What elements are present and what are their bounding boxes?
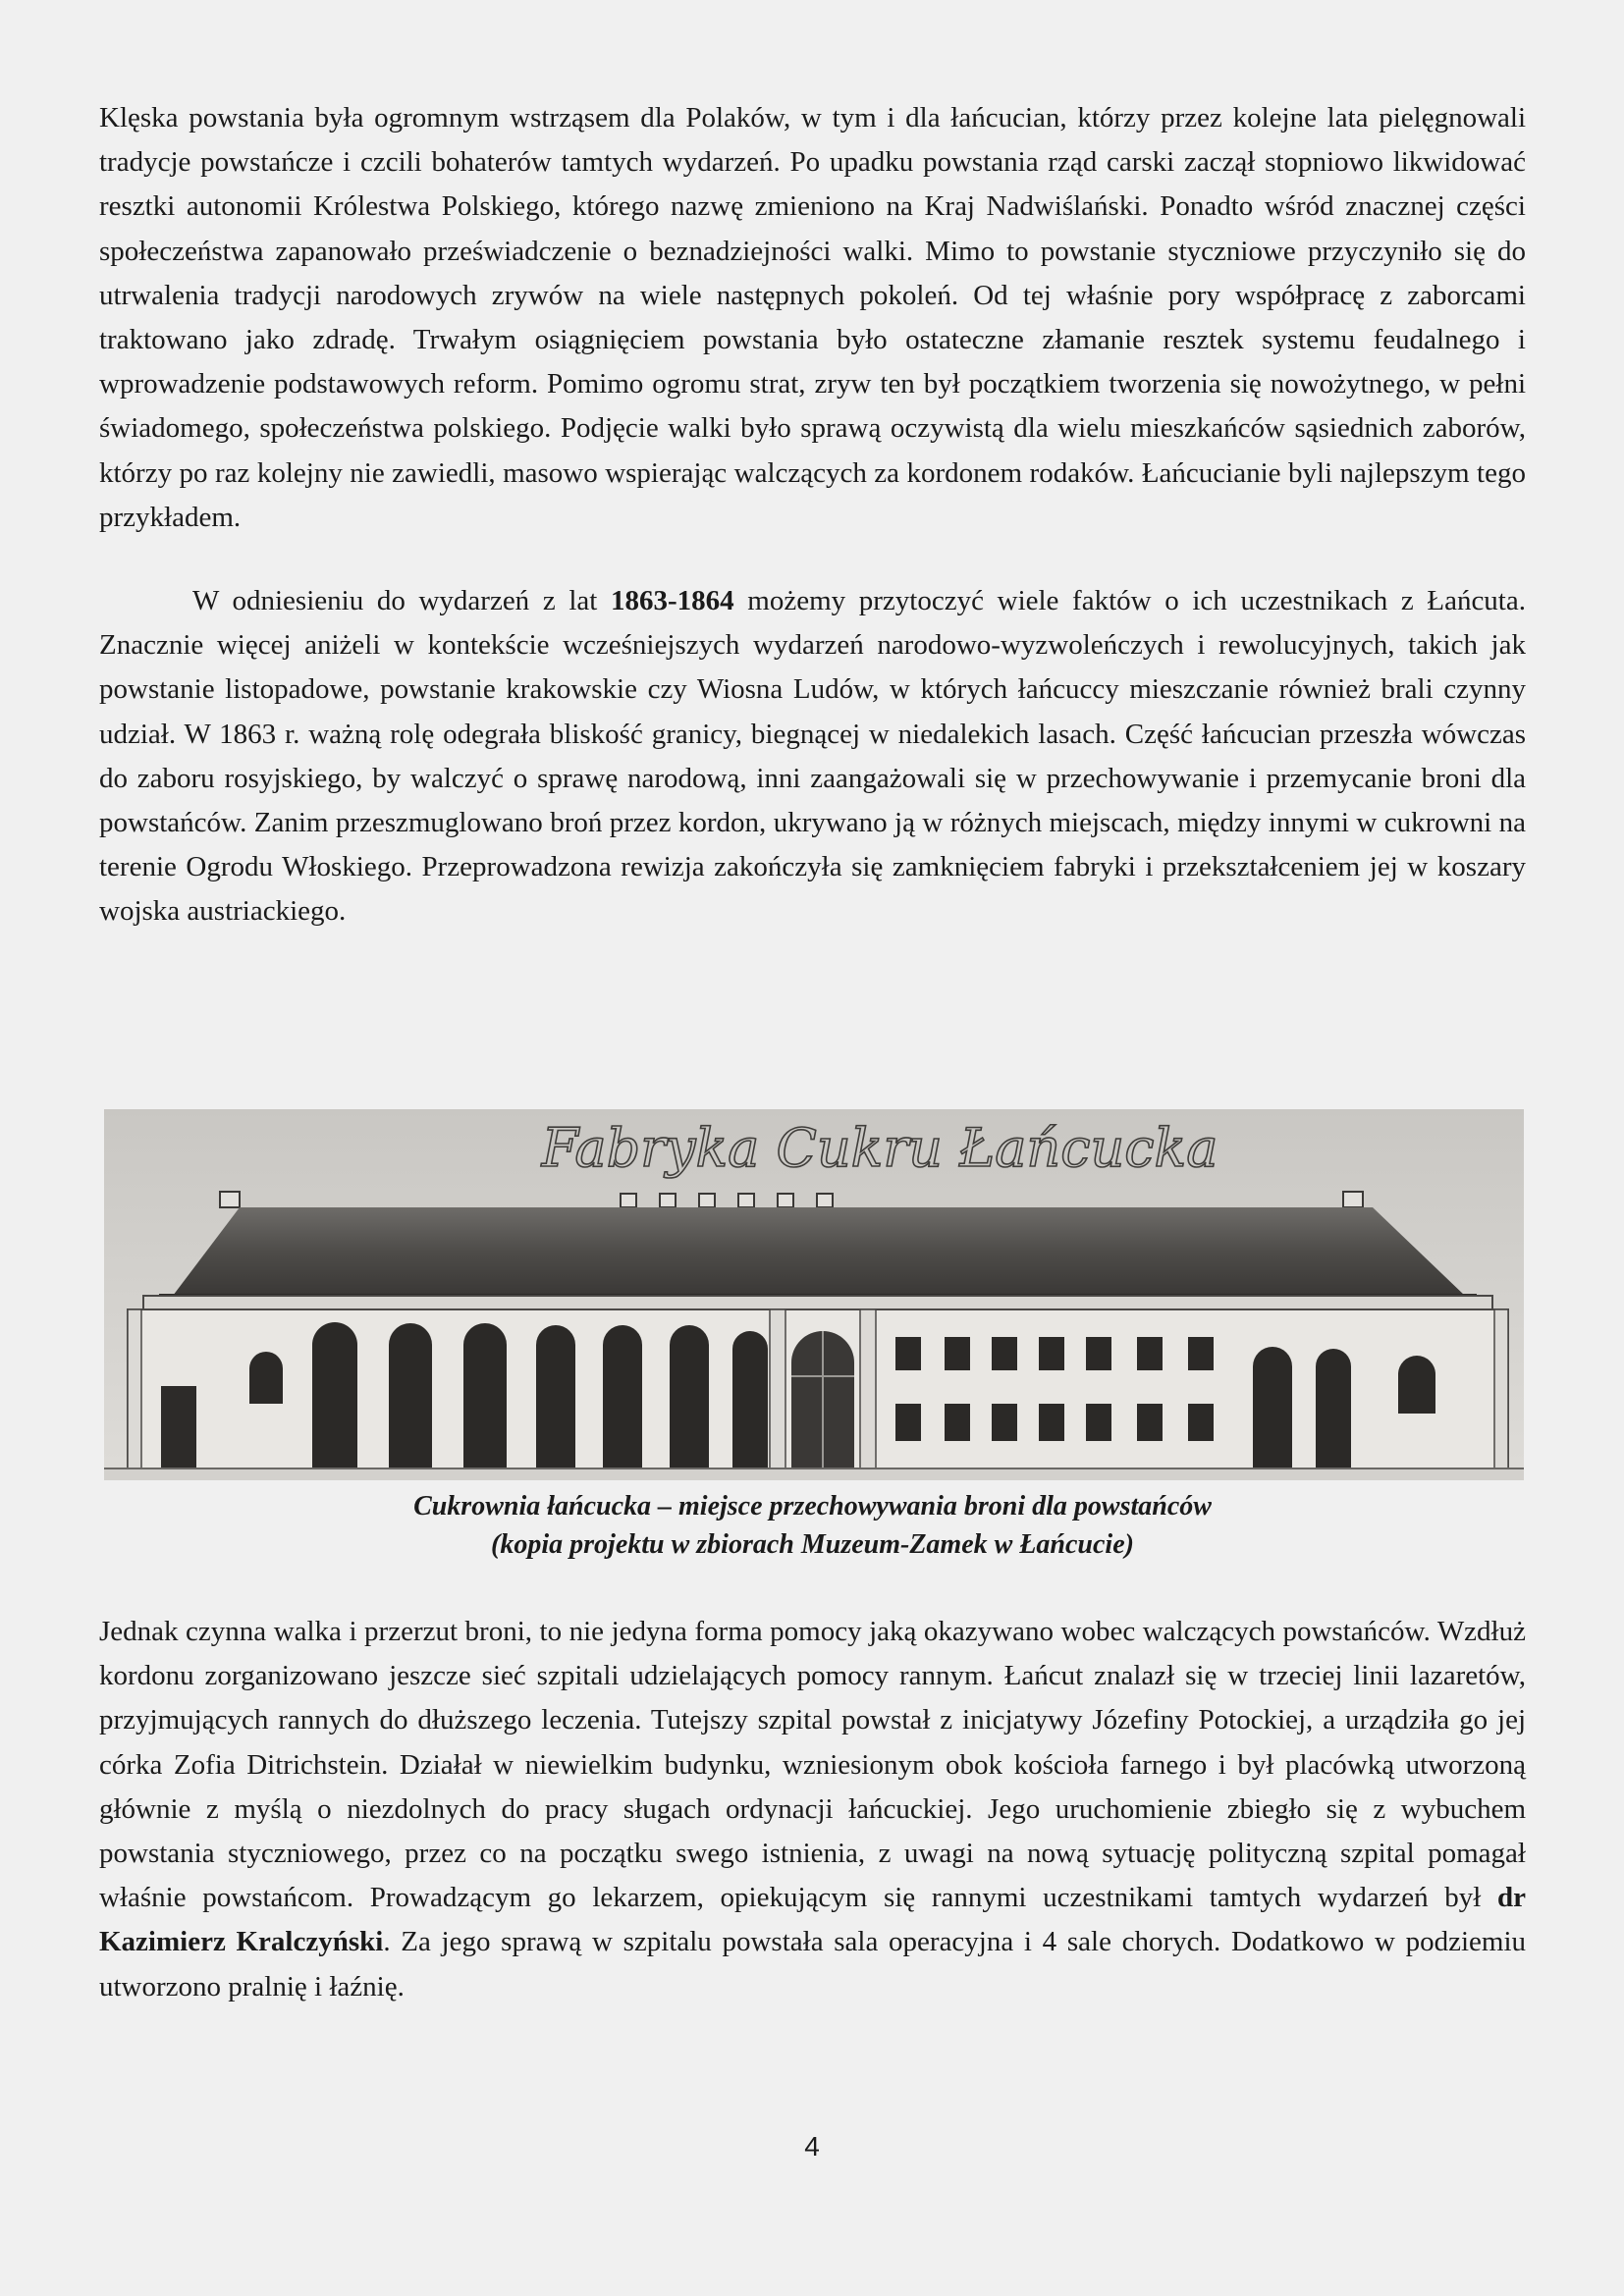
paragraph-3-text-b: . Za jego sprawą w szpitalu powstała sala operacyjna i 4 sale chorych. Dodatkowo w podziemiu utworzono pralnię i łaźnię. (99, 1926, 1527, 2002)
figure-caption (99, 1487, 1526, 1564)
paragraph-2-years: 1863-1864 (610, 585, 734, 617)
factory-inscription: Fabryka Cukru Łańcucka (541, 1117, 1218, 1179)
sugar-factory-drawing (104, 1109, 1524, 1480)
caption-line-2: (kopia projektu w zbiorach Muzeum-Zamek w Łańcucie) (491, 1529, 1134, 1560)
paragraph-3 (99, 1610, 1526, 2009)
paragraph-3-doctor-name: dr Kazimierz Kralczyński (99, 1882, 1526, 1958)
paragraph-2-text-a: W odniesieniu do wydarzeń z lat (192, 585, 611, 617)
paragraph-1: Klęska powstania była ogromnym wstrząsem dla Polaków, w tym i dla łańcucian, którzy przez kolejne lata pielęgnowali tradycje powstańcze i czcili bohaterów tamtych wydarzeń. Po upadku powstania rząd carski zaczął stopniowo likwidować resztki autonomii Królestwa Polskiego, którego nazwę zmieniono na Kraj Nadwiślański. Ponadto wśród znacznej części społeczeństwa zapanowało przeświadczenie o beznadziejności walki. Mimo to powstanie styczniowe przyczyniło się do utrwalenia tradycji narodowych zrywów na wiele następnych pokoleń. Od tej właśnie pory współpracę z zaborcami traktowano jako zdradę. Trwałym osiągnięciem powstania było ostateczne złamanie resztek systemu feudalnego i wprowadzenie podstawowych reform. Pomimo ogromu strat, zryw ten był początkiem tworzenia się nowożytnego, w pełni świadomego, społeczeństwa polskiego. Podjęcie walki było sprawą oczywistą dla wielu mieszkańców sąsiednich zaborów, którzy po raz kolejny nie zawiedli, masowo wspierając walczących za kordonem rodaków. Łańcucianie byli najlepszym tego przykładem. (99, 102, 1526, 533)
paragraph-2-text-b: możemy przytoczyć wiele faktów o ich uczestnikach z Łańcuta. Znacznie więcej aniżeli w kontekście wcześniejszych wydarzeń narodowo-wyzwoleńczych i rewolucyjnych, takich jak powstanie listopadowe, powstanie krakowskie czy Wiosna Ludów, w których łańcuccy mieszczanie również brali czynny udział. W 1863 r. ważną rolę odegrała bliskość granicy, biegnącej w niedalekich lasach. Część łańcucian przeszła wówczas do zaboru rosyjskiego, by walczyć o sprawę narodową, inni zaangażowali się w przechowywanie i przemycanie broni dla powstańców. Zanim przeszmuglowano broń przez kordon, ukrywano ją w różnych miejscach, między innymi w cukrowni na terenie Ogrodu Włoskiego. Przeprowadzona rewizja zakończyła się zamknięciem fabryki i przekształceniem jej w koszary wojska austriackiego. (99, 585, 1526, 928)
page-body-lower (99, 1610, 1526, 2009)
paragraph-3-text-a: Jednak czynna walka i przerzut broni, to nie jedyna forma pomocy jaką okazywano wobec walczących powstańców. Wzdłuż kordonu zorganizowano jeszcze sieć szpitali udzielających pomocy rannym. Łańcut znalazł się w trzeciej linii lazaretów, przyjmujących rannych do dłuższego leczenia. Tutejszy szpital powstał z inicjatywy Józefiny Potockiej, a urządziła go jej córka Zofia Ditrichstein. Działał w niewielkim budynku, wzniesionym obok kościoła farnego i był placówką utworzoną głównie z myślą o niezdolnych do pracy sługach ordynacji łańcuckiej. Jego uruchomienie zbiegło się z wybuchem powstania styczniowego, przez co na początku swego istnienia, z uwagi na nową sytuację polityczną szpital pomagał właśnie powstańcom. Prowadzącym go lekarzem, opiekującym się rannymi uczestnikami tamtych wydarzeń był (99, 1616, 1526, 1914)
paragraph-2 (99, 579, 1526, 934)
page-number: 4 (804, 2131, 820, 2162)
caption-line-1: Cukrownia łańcucka – miejsce przechowywania broni dla powstańców (413, 1491, 1212, 1522)
page-body (99, 96, 1526, 934)
factory-elevation-image (104, 1109, 1524, 1480)
